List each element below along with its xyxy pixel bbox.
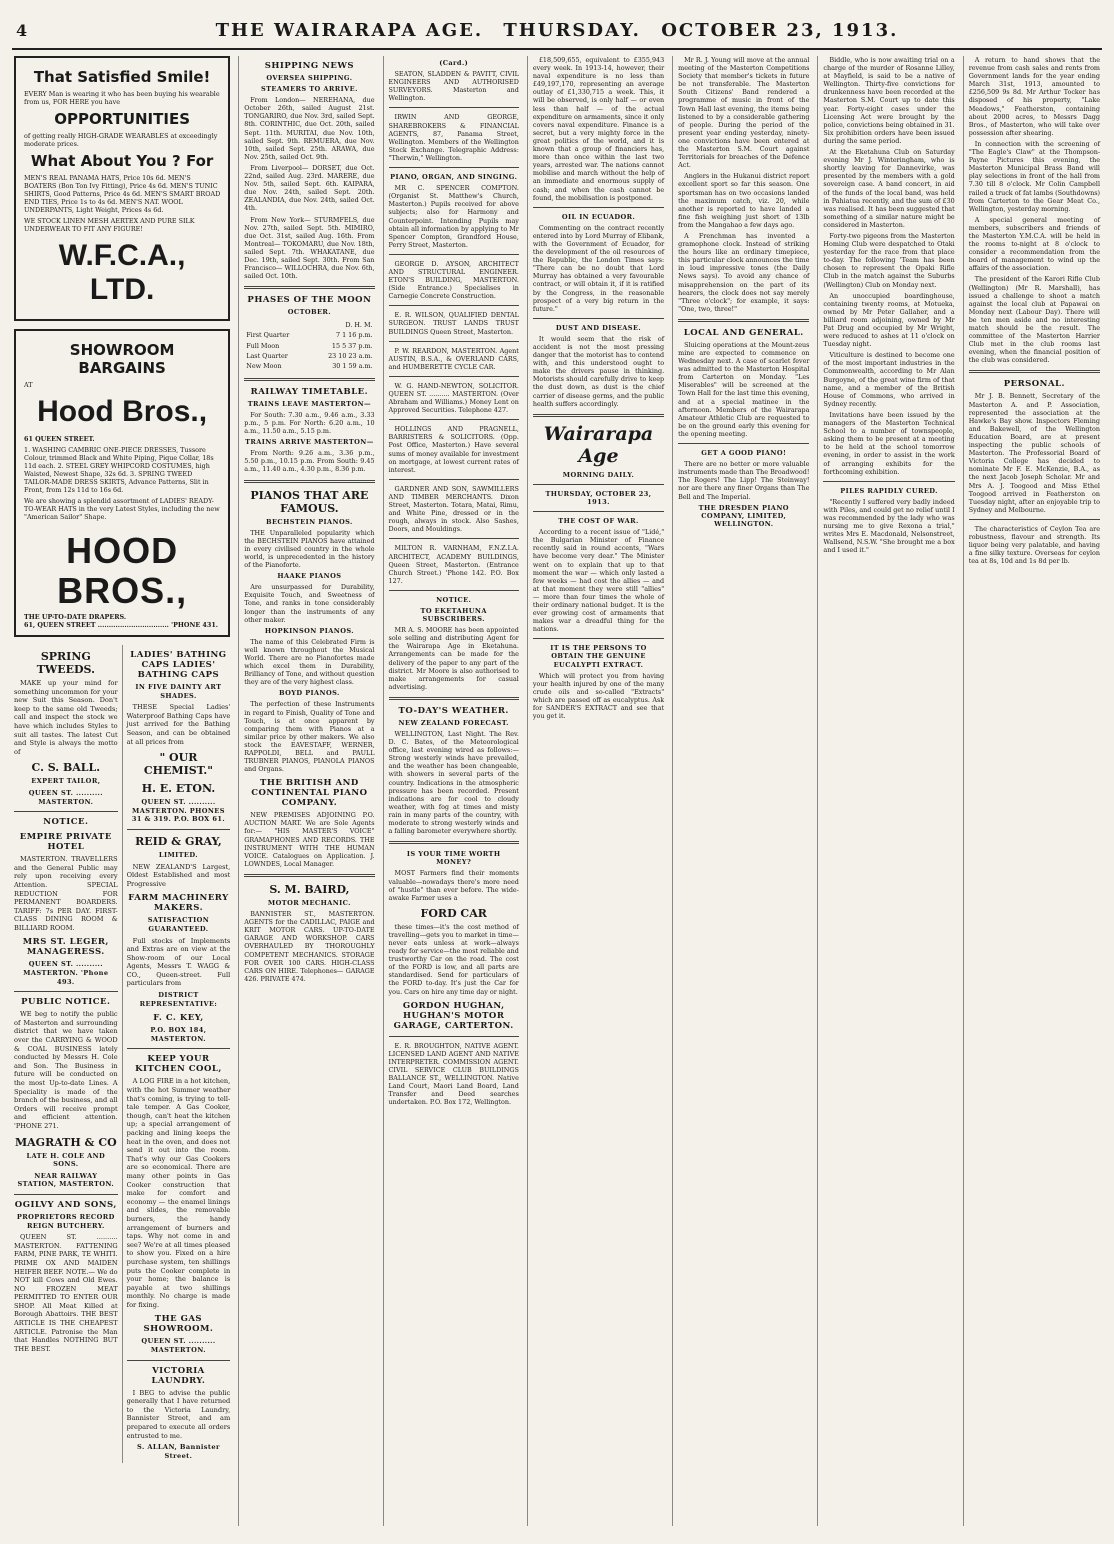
varnham-card: MILTON R. VARNHAM, F.N.Z.I.A. ARCHITECT, ACADEMY BUILDINGS, Queen Street, Masterton. (Entrance Church Street.) 'Phone 142. P.O. Box 127.	[388, 544, 519, 585]
page-number: 4	[16, 21, 28, 40]
seaton-card: SEATON, SLADDEN & PAVITT, CIVIL ENGINEERS AND AUTHORISED SURVEYORS. Masterton and Wellington.	[388, 70, 519, 103]
column-1	[12, 56, 232, 1526]
cost-of-war-heading: THE COST OF WAR.	[558, 517, 639, 526]
table-row: Last Quarter 23 10 23 a.m.	[246, 351, 373, 360]
masthead	[12, 20, 1102, 50]
table-row: First Quarter 7 1 16 p.m.	[246, 331, 373, 340]
wfca-ad: That Satisfied Smile! EVERY Man is wearing it who has been buying his wearable from us, FOR HERE you have OPPORTUNITIES of getting really HIGH-GRADE WEARABLES at exceedingly moderate prices. What About You ? For MEN'S REAL PANAMA HATS, Price 10s 6d. MEN'S BOATERS (Bon Ton Ivy Fitting), Price 4s 6d. MEN'S TUNIC SHIRTS, Good Patterns, Price 4s 6d. MEN'S SMART BROAD END TIES, Price 1s to 4s 6d. MEN'S NAT. WOOL UNDERPANTS, Light Weight, Prices 4s 6d. WE STOCK LINEN MESH AERTEX AND PURE SILK UNDERWEAR TO FIT ANY FIGURE! W.F.C.A., LTD.	[14, 56, 230, 321]
baird-heading: S. M. BAIRD,	[269, 882, 350, 896]
column-3: (Card.) SEATON, SLADDEN & PAVITT, CIVIL ENGINEERS AND AUTHORISED SURVEYORS. Masterton and Wellington. IRWIN AND GEORGE, SHAREBROKERS & FINANCIAL AGENTS, 87, Panama Street, Wellington. Members of the Wellington Stock Exchange. Telegraphic Address: "Therwin," Wellington. PIANO, ORGAN, AND SINGING. MR C. SPENCER COMPTON. (Organist St. Matthew's Church, Masterton.) Pupils received for above subjects; also for Harmony and Counterpoint. Intending Pupils may obtain all information by applying to Mr Spencer Compton, Grandford House, Perry Street, Masterton. GEORGE D. AYSON, ARCHITECT AND STRUCTURAL ENGINEER. ETON'S BUILDING, MASTERTON. (Side Entrance.) Specialises in Carnegie Concrete Construction. E. R. WILSON, QUALIFIED DENTAL SURGEON. TRUST LANDS TRUST BUILDINGS Queen Street, Masterton. P. W. REARDON, MASTERTON. Agent AUSTIN, B.S.A., & OVERLAND CARS, and HUMBERETTE CYCLE CAR. W. G. HAND-NEWTON, SOLICITOR. QUEEN ST. .......... MASTERTON. (Over Abraham and Williams.) Money Lent on Approved Securities. Telephone 427. HOLLINGS AND PRAGNELL, BARRISTERS & SOLICITORS. (Opp. Post Office, Masterton.) Have several sums of money available for investment on mortgage, at lowest current rates of interest. GARDNER AND SON, SAWMILLERS AND TIMBER MERCHANTS. Dixon Street, Masterton. Totara, Matai, Rimu, and White Pine, dressed or in the rough, always in stock. Also Sashes, Doors, and Mouldings. MILTON R. VARNHAM, F.N.Z.I.A. ARCHITECT, ACADEMY BUILDINGS, Queen Street, Masterton. (Entrance Church Street.) 'Phone 142. P.O. Box 127. NOTICE. TO EKETAHUNA SUBSCRIBERS. MR A. S. MOORE has been appointed sole selling and distributing Agent for the Wairarapa Age in Eketahuna. Arrangements can be made for the delivery of the paper to any part of the district. Mr Moore is also authorised to make arrangements for casual advertising. TO-DAY'S WEATHER. NEW ZEALAND FORECAST. WELLINGTON, Last Night. The Rev. D. C. Bates, of the Meteorological office, last evening wired as follows:— Strong westerly winds have prevailed, and the weather has been changeable, with showers in several parts of the country. Indications in the atmospheric pressure has been recorded. Present indications are for cool to cloudy weather, with fog at times and misty rain in many parts of the country, with moderate to strong westerly winds and a falling barometer everywhere shortly. IS YOUR TIME WORTH MONEY? MOST Farmers find their moments valuable—nowadays there's more need of "hustle" than ever before. The wide-awake Farmer uses a FORD CAR these times—it's the cost method of travelling—gets you to market in time—never eats unless at work—always ready for service—the most reliable and trustworthy Car on the road. The cost of the FORD is low, and all parts are standardised. Send for particulars of the FORD to-day. It's just the Car for you. Cars on hire any time day or night. GORDON HUGHAN, HUGHAN'S MOTOR GARAGE, CARTERTON. E. R. BROUGHTON, NATIVE AGENT. LICENSED LAND AGENT AND NATIVE INTERPRETER. COMMISSION AGENT. CIVIL SERVICE CLUB BUILDINGS BALLANCE ST., WELLINGTON. Native Land Court, Maori Land Board, Land Transfer and Deed searches undertaken. P.O. Box 172, Wellington.	[383, 56, 521, 1526]
wilson-card: E. R. WILSON, QUALIFIED DENTAL SURGEON. TRUST LANDS TRUST BUILDINGS Queen Street, Masterton.	[388, 311, 519, 336]
dust-heading: DUST AND DISEASE.	[555, 323, 642, 332]
ayson-card: GEORGE D. AYSON, ARCHITECT AND STRUCTURAL ENGINEER. ETON'S BUILDING, MASTERTON. (Side Entrance.) Specialises in Carnegie Concrete Construction.	[388, 259, 519, 301]
wfca-title: That Satisfied Smile!	[33, 68, 211, 86]
ford-car-heading: FORD CAR	[420, 906, 487, 920]
column-7: A return to hand shows that the revenue from cash sales and rents from Government lands for the year ending March 31st, 1913, amounted to £256,509 9s 8d. Mr Arthur Tocker has disposed of his property, "Lake Meadows," Featherston, containing about 2000 acres, to Messrs Dagg Bros., of Masterton, who will take over possession after shearing. In connection with the screening of "The Eagle's Claw" at the Thompson-Payne Pictures this evening, the Masterton Municipal Brass Band will play selections in front of the hall from 7.30 till 8 o'clock. Mr Colin Campbell railed a truck of fat lambs (Southdowns) from Carterton to the Gear Meat Co., Wellington, yesterday morning. A special general meeting of members, subscribers and friends of the Masterton Y.M.C.A. will be held in the rooms to-night at 8 o'clock to consider a recommendation from the board of management to wind up the affairs of the association. The president of the Karori Rifle Club (Wellington) (Mr R. Marshall), has issued a challenge to shoot a match against the local club at Papawai on Monday next (Labour Day). There will be ten men aside and no interesting match should be the result. The committee of the Masterton Harrier Club met in the club rooms last evening, when the financial position of the club was considered. PERSONAL. Mr J. B. Bennett, Secretary of the Masterton A. and P. Association, represented the association at the Hawke's Bay show. Inspectors Fleming and Bakewell, of the Wellington Education Board, are at present inspecting the public schools of Masterton. The Professorial Board of Victoria College has decided to nominate Mr F. E. McKenzie, B.A., as the next Jacob Joseph Scholar. Mr and Mrs A. J. Toogood and Miss Ethel Toogood arrived in Featherston on Tuesday night, after an enjoyable trip to Sydney and Melbourne. The characteristics of Ceylon Tea are robustness, flavour and strength. Its liquor being very palatable, and having a fine silky texture. Overseas for ceylon tea at 8s, 10d and 1s 8d per lb.	[963, 56, 1102, 1526]
compton-card: MR C. SPENCER COMPTON. (Organist St. Matthew's Church, Masterton.) Pupils received for above subjects; also for Harmony and Counterpoint. Intending Pupils may obtain all information by applying to Mr Spencer Compton, Grandford House, Perry Street, Masterton.	[388, 184, 519, 249]
pianos-heading: PIANOS THAT ARE FAMOUS.	[250, 488, 369, 515]
hood-bros-firm-large: HOOD BROS.,	[57, 530, 188, 611]
gardner-card: GARDNER AND SON, SAWMILLERS AND TIMBER MERCHANTS. Dixon Street, Masterton. Totara, Matai, Rimu, and White Pine, dressed or in the rough, always in stock. Also Sashes, Doors, and Mouldings.	[388, 484, 519, 534]
reardon-card: P. W. REARDON, MASTERTON. Agent AUSTIN, B.S.A., & OVERLAND CARS, and HUMBERETTE CYCLE CAR.	[388, 346, 519, 371]
column-5: Mr R. J. Young will move at the annual meeting of the Masterton Competitions Society that member's tickets in future be not transferable. The Masterton South Citizens' Band rendered a programme of music in front of the Town Hall last evening, the items being listened to by a considerable gathering of people. During the period of the present year ending yesterday, ninety-one convictions have been entered at the Masterton S.M. Court against Territorials for breaches of the Defence Act. Anglers in the Hukanui district report excellent sport so far this season. One sportsman has on two occasions landed the maximum catch, viz. 20, while another is reported to have landed a fine fish weighing just short of 13lb from the Mangahao a few days ago. A Frenchman has invented a gramophone clock. Instead of striking the hours like an ordinary timepiece, this particular clock announces the time in loud impressive tones (the Daily News says). To avoid any chance of misapprehension on the part of its hearers, the clock does not say merely "Three o'clock"; for example, it says: "One, two, three!" LOCAL AND GENERAL. Sluicing operations at the Mount-zeus mine are expected to commence on Wednesday next. A case of scarlet fever was admitted to the Masterton Hospital from Carterton on Monday. "Les Miserables" will be screened at the Town Hall for the last time this evening, and at a special matinee in the afternoon. Members of the Wairarapa Amateur Athletic Club are requested to be on the ground early this evening for the opening meeting. GET A GOOD PIANO! There are no better or more valuable instruments made than The Broadwood! The Rogers! The Lipp! The Steinway! nor are there any finer Organs than The Bell and The Imperial. THE DRESDEN PIANO COMPANY, LIMITED, WELLINGTON.	[672, 56, 811, 1526]
piles-heading: PILES RAPIDLY CURED.	[840, 486, 938, 495]
hood-bros-ad: SHOWROOM BARGAINS AT Hood Bros., 61 QUEEN STREET. 1. WASHING CAMBRIC ONE-PIECE DRESSES, Tussore Colour, trimmed Black and White Piping, Pique Collar, 18s 11d each. 2. STEEL GREY WHIPCORD COSTUMES, high Waisted, Newest Shape, 32s 6d. 3. SPRING TWEED TAILOR-MADE DRESS SKIRTS, Advance Patterns, Slit in Front, from 12s 11d to 16s 6d. We are showing a splendid assortment of LADIES' READY-TO-WEAR HATS in the very Latest Styles, including the new "American Sailor" Shape. HOOD BROS., THE UP-TO-DATE DRAPERS. 61, QUEEN STREET ................................ 'PHONE 431.	[14, 329, 230, 637]
hollings-card: HOLLINGS AND PRAGNELL, BARRISTERS & SOLICITORS. (Opp. Post Office, Masterton.) Have several sums of money available for investment on mortgage, at lowest current rates of interest.	[388, 425, 519, 474]
table-row: Full Moon 15 5 37 p.m.	[246, 341, 373, 350]
masthead-title	[56, 20, 1058, 41]
column-6: Biddle, who is now awaiting trial on a charge of the murder of Rosanne Lilley, at Mayfield, is said to be a native of Wellington. Thirty-five convictions for drunkenness have been recorded at the Masterton S.M. Court up to date this year. Forty-eight cases under the Licensing Act were brought by the police, convictions being obtained in 31. Six prohibition orders have been issued during the same period. At the Eketahuna Club on Saturday evening Mr J. Winteringham, who is shortly leaving for Dannevirke, was presented by the members with a gold sovereign case. A band concert, in aid of the funds of the local band, was held in Pahiatua recently, and the sum of £30 was realised. It has been suggested that something of a similar nature might be considered in Masterton. Forty-two pigeons from the Masterton Homing Club were despatched to Otaki yesterday for the race from that place to-day. The following 'Team has been chosen to represent the Opaki Rifle Club in the match against the Suburbs (Wellington) Club on Monday next. An unoccupied boardinghouse, containing twenty rooms, at Motueka, owned by Mr Peter Gallaher, and a billiard room adjoining, owned by Mr Pat Drug and occupied by Mr Wright, were reduced to ashes at 11 o'clock on Tuesday night. Viticulture is destined to become one of the most important industries in the Commonwealth, according to Mr Alan Burgoyne, of the great wine firm of that name, and a member of the British House of Commons, who arrived in Sydney recently. Invitations have been issued by the managers of the Masterton Technical School to a number of townspeople, asking them to be present at a meeting to be held at the school tomorrow evening, in order to assist in the work of arranging exhibits for the forthcoming exhibition. PILES RAPIDLY CURED. "Recently I suffered very badly indeed with Piles, and could get no relief until I was recommended by the lady who was nursing me to give Rexona a trial," writes Mrs E. Macdonald, Nelsonstreet, Wallsend, N.S.W. "She brought me a box and I used it."	[817, 56, 956, 1526]
column-2: SHIPPING NEWS OVERSEA SHIPPING. STEAMERS TO ARRIVE. From London— NEREHANA, due October 26th, sailed August 21st. TONGARIRO, due Nov. 3rd, sailed Sept. 8th. CORINTHIC, due Oct. 20th, sailed Sept. 11th. MURITAI, due Nov. 10th, sailed Sept. 9th. REMUERA, due Nov. 10th, sailed Sept. 25th. ARAWA, due Nov. 25th, sailed Oct. 9th. From Liverpool— DORSET, due Oct. 22nd, sailed Aug. 23rd. MARERE, due Nov. 5th, sailed Sept. 6th. KAIPARA, due Nov. 24th, sailed Sept. 20th. ZEALANDIA, due Nov. 24th, sailed Oct. 4th. From New York— STURMFELS, due Nov. 27th, sailed Sept. 5th. MIMIRO, due Oct. 31st, sailed Aug. 16th. From Montreal— TOKOMARU, due Nov. 18th, sailed Sept. 7th. WHAKATANE, due Dec. 19th, sailed Sept. 30th. From San Francisco— WILLOCHRA, due Nov. 6th, sailed Oct. 10th. PHASES OF THE MOON OCTOBER. D. H. M. First Quarter 7 1 16 p.m. Full Moon 15 5 37 p.m. Last Quarter 23 10 23 a.m. New Moon 30 1 59 a.m. RAILWAY TIMETABLE. TRAINS LEAVE MASTERTON— For South: 7.30 a.m., 9.46 a.m., 3.33 p.m., 5 p.m. For North: 6.20 a.m., 10 a.m., 11.50 a.m., 5.15 p.m. TRAINS ARRIVE MASTERTON— From North: 9.26 a.m., 3.36 p.m., 5.50 p.m., 10.15 p.m. From South: 9.45 a.m., 11.40 a.m., 4.30 p.m., 8.36 p.m. PIANOS THAT ARE FAMOUS. BECHSTEIN PIANOS. THE Unparalleled popularity which the BECHSTEIN PIANOS have attained in every civilised country in the whole world, is unprecedented in the history of the Pianoforte. HAAKE PIANOS Are unsurpassed for Durability, Exquisite Touch, and Sweetness of Tone, and ranks in tone considerably longer than the instruments of any other maker. HOPKINSON PIANOS. The name of this Celebrated Firm is well known throughout the Musical World. There are no Pianofortes made which excel them in Durability, Brilliancy of Tone, and without question they are of the very highest class. BOYD PIANOS. The perfection of these Instruments in regard to Finish, Quality of Tone and Touch, is at once apparent by comparing them with Pianos at a similar price by other makers. We also stock the EAVESTAFF, WERNER, RAPPOLDI, BELL and PAULL TRUBNER PIANOS, PIANOLA PIANOS and Organs. THE BRITISH AND CONTINENTAL PIANO COMPANY. NEW PREMISES ADJOINING P.O. AUCTION MART. We are Sole Agents for:— "HIS MASTER'S VOICE" GRAMAPHONES AND RECORDS. THE INSTRUMENT WITH THE HUMAN VOICE. Catalogues on Application. J. LOWNDES, Local Manager. S. M. BAIRD, MOTOR MECHANIC. BANNISTER ST., MASTERTON. AGENTS for the CADILLAC, PAIGE and KRIT MOTOR CARS. UP-TO-DATE GARAGE AND WORKSHOP. CARS OVERHAULED BY THOROUGHLY COMPETENT MECHANICS. STORAGE FOR OVER 100 CARS. HIGH-CLASS CARS ON HIRE. Telephones— GARAGE 426. PRIVATE 474.	[238, 56, 376, 1526]
hand-newton-card: W. G. HAND-NEWTON, SOLICITOR. QUEEN ST. .......... MASTERTON. (Over Abraham and Williams.) Money Lent on Approved Securities. Telephone 427.	[388, 381, 519, 415]
wfca-firm: W.F.C.A., LTD.	[58, 239, 186, 306]
hood-bros-firm: Hood Bros.,	[37, 395, 208, 428]
bathing-caps-ad: LADIES' BATHING CAPS LADIES' BATHING CAPS IN FIVE DAINTY ART SHADES. THESE Special Ladies' Waterproof Bathing Caps have just arrived for the Bathing Season, and can be obtained at all prices from " OUR CHEMIST." H. E. ETON. QUEEN ST. .......... MASTERTON. PHONES 31 & 319. P.O. BOX 61. REID & GRAY, LIMITED. NEW ZEALAND'S Largest, Oldest Established and most Progressive FARM MACHINERY MAKERS. SATISFACTION GUARANTEED. Full stocks of Implements and Extras are on view at the Show-room of our Local Agents, Messrs T. WAGG & CO., Queen-street. Full particulars from DISTRICT REPRESENTATIVE: F. C. KEY, P.O. BOX 184, MASTERTON. KEEP YOUR KITCHEN COOL, A LOG FIRE in a hot kitchen, with the hot Summer weather that's coming, is trying to tell-tale temper. A Gas Cooker, though, can't heat the kitchen up; a special arrangement of packing and lining keeps the heat in the oven, and does not send it out into the room. That's why our Gas Cookers are so economical. There are many other points in Gas Cooker construction that make for comfort and economy — the enamel linings and slides, the removable burners, the handy arrangement of burners and taps. Why not come in and see? We're at all times pleased to show you. Fixed on a hire purchase system, ten shillings puts the Cooker complete in your home; the balance is payable at two shillings monthly. No charge is made for fixing. THE GAS SHOWROOM. QUEEN ST. .......... MASTERTON. VICTORIA LAUNDRY. I BEG to advise the public generally that I have returned to the Victoria Laundry, Bannister Street, and am prepared to execute all orders entrusted to me. S. ALLAN, Bannister Street.	[122, 645, 231, 1463]
paper-title: THE WAIRARAPA AGE.	[215, 20, 484, 41]
table-row: New Moon 30 1 59 a.m.	[246, 361, 373, 370]
railway-heading: RAILWAY TIMETABLE.	[250, 386, 369, 397]
moon-table: D. H. M. First Quarter 7 1 16 p.m. Full Moon 15 5 37 p.m. Last Quarter 23 10 23 a.m. New Moon 30 1 59 a.m.	[246, 321, 373, 370]
wairarapa-age-nameplate: Wairarapa Age	[543, 422, 654, 467]
weather-heading: TO-DAY'S WEATHER.	[398, 705, 509, 716]
paper-date: OCTOBER 23, 1913.	[661, 20, 899, 41]
shipping-heading: SHIPPING NEWS	[264, 61, 355, 71]
spring-tweeds-ad: SPRING TWEEDS. MAKE up your mind for something uncommon for your new Suit this Season. Don't keep to the same old Tweeds; call and inspect the stock we have which includes Styles to suit all tastes. The latest Cut and Style is always the motto of C. S. BALL. EXPERT TAILOR, QUEEN ST. .......... MASTERTON. NOTICE. EMPIRE PRIVATE HOTEL MASTERTON. TRAVELLERS and the General Public may rely upon receiving every Attention. SPECIAL REDUCTION FOR PERMANENT BOARDERS. TARIFF: 7s PER DAY. FIRST-CLASS DINING ROOM & BILLIARD ROOM. MRS ST. LEGER, MANAGERESS. QUEEN ST. .......... MASTERTON. 'Phone 493. PUBLIC NOTICE. WE beg to notify the public of Masterton and surrounding district that we have taken over the CARRYING & WOOD & COAL BUSINESS lately conducted by Messrs H. Cole and Son. The Business in future will be conducted on the most Up-to-date Lines. A Speciality is made of the branch of the business, and all Orders will receive prompt and efficient attention. 'PHONE 271. MAGRATH & CO LATE H. COLE AND SONS. NEAR RAILWAY STATION, MASTERTON. OGILVY AND SONS, PROPRIETORS RECORD REIGN BUTCHERY. QUEEN ST. .......... MASTERTON. FATTENING FARM, PINE PARK, TE WHITI. PRIME OX AND MAIDEN HEIFER BEEF. NOTE.— We do NOT kill Cows and Old Ewes. NO FROZEN MEAT PERMITTED TO ENTER OUR SHOP. All Meat Killed at Borough Abattoirs. THE BEST ARTICLE IS THE CHEAPEST ARTICLE. Patronise the Man that Handles NOTHING BUT THE BEST.	[14, 650, 118, 1353]
column-4: £18,509,655, equivalent to £355,943 every week. In 1913-14, however, their naval expenditure is no less than £49,197,170, representing an average outlay of £1,330,715 a week. This, it will be observed, is only half — or even less than half — of the actual expenditure on armaments, since it only covers naval expenditure. Finance is a secret, but a very mighty force in the great politics of the world, and it is known that a group of financiers has, more than once within the last two years, arrested war. The nations cannot mobilise and march without the help of an immediate and enormous supply of cash; and when the cash cannot be found, the mobilisation is postponed. OIL IN ECUADOR. Commenting on the contract recently entered into by Lord Murray of Elibank, with the Government of Ecuador, for the development of the oil resources of the Republic, the London Times says: "There can be no doubt that Lord Murray has obtained a very favourable contract, or will obtain it, if it is ratified by the Congress, in the reasonable prospect of a very big return in the future." DUST AND DISEASE. It would seem that the risk of accident is not the most pressing danger that the motorist has to contend with, and this understood ought to make the drivers pause in thinking. Motorists should carefully drive to keep the dust down, as dust is the chief carrier of disease germs, and the public health suffers accordingly. Wairarapa Age MORNING DAILY. THURSDAY, OCTOBER 23, 1913. THE COST OF WAR. According to a recent issue of "Lidé," the Bulgarian Minister of Finance recently said in round accents, "Wars have become very dear." The Minister went on to explain that up to that moment the war — which only lasted a few weeks — had cost the allies — and at that moment they were still "allies" — more than four times the whole of their ordinary national budget. It is the ever growing cost of armaments that makes war a dreadful thing for the nations. IT IS THE PERSONS TO OBTAIN THE GENUINE EUCALYPTI EXTRACT. Which will protect you from having your health injured by one of the many crude oils and so-called "Extracts" which are passed off as eucalyptus. Ask for SANDER'S EXTRACT and see that you get it.	[527, 56, 666, 1526]
moon-heading: PHASES OF THE MOON	[247, 295, 372, 306]
paper-day: THURSDAY.	[503, 20, 641, 41]
oil-heading: OIL IN ECUADOR.	[561, 212, 636, 221]
local-general-heading: LOCAL AND GENERAL.	[683, 327, 804, 338]
broughton-card: E. R. BROUGHTON, NATIVE AGENT. LICENSED LAND AGENT AND NATIVE INTERPRETER. COMMISSION AGENT. CIVIL SERVICE CLUB BUILDINGS BALLANCE ST., WELLINGTON. Native Land Court, Maori Land Board, Land Transfer and Deed searches undertaken. P.O. Box 172, Wellington.	[388, 1041, 519, 1107]
personal-heading: PERSONAL.	[1003, 379, 1065, 390]
irwin-card: IRWIN AND GEORGE, SHAREBROKERS & FINANCIAL AGENTS, 87, Panama Street, Wellington. Members of the Wellington Stock Exchange. Telegraphic Address: "Therwin," Wellington.	[388, 113, 519, 162]
